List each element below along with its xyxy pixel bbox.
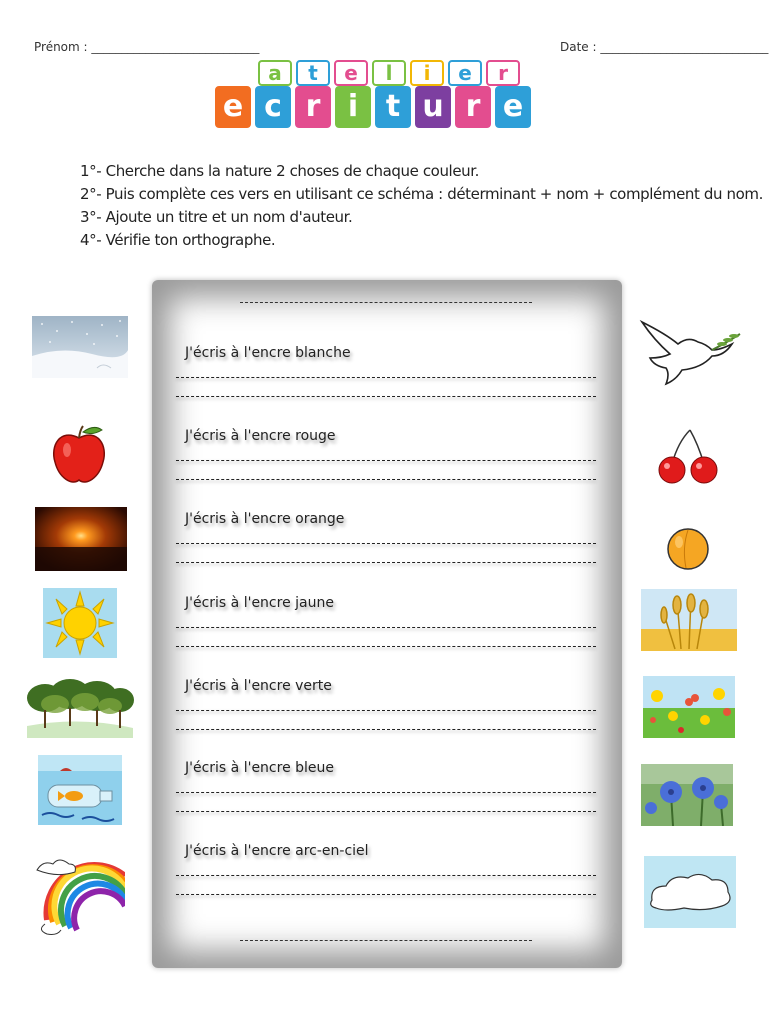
stanza-label-verte: J'écris à l'encre verte	[185, 678, 332, 694]
title-letter-tile: r	[486, 60, 520, 86]
trees-icon	[25, 676, 135, 738]
stanza-label-rouge: J'écris à l'encre rouge	[185, 428, 336, 444]
stanza-label-blanche: J'écris à l'encre blanche	[185, 345, 351, 361]
title-letter-tile: t	[296, 60, 330, 86]
prenom-label: Prénom :	[34, 40, 92, 54]
wheat-field-icon	[641, 589, 737, 659]
stanza-label-jaune: J'écris à l'encre jaune	[185, 595, 334, 611]
date-blank[interactable]: ____________________________	[600, 40, 769, 54]
write-line[interactable]	[176, 894, 596, 895]
stanza-label-arc-en-ciel: J'écris à l'encre arc-en-ciel	[185, 843, 369, 859]
title-letter-tile: a	[258, 60, 292, 86]
cloud-icon	[644, 856, 736, 936]
instruction-1: 1°- Cherche dans la nature 2 choses de chaque couleur.	[80, 162, 480, 180]
title-letter-tile: r	[295, 86, 331, 128]
author-line[interactable]	[240, 940, 532, 941]
flower-meadow-icon	[643, 676, 735, 738]
date-label: Date :	[560, 40, 601, 54]
title-letter-tile: u	[415, 86, 451, 128]
title-atelier	[258, 60, 520, 86]
title-letter-tile: r	[455, 86, 491, 128]
write-line[interactable]	[176, 479, 596, 480]
date-field[interactable]	[560, 40, 768, 54]
title-letter-tile: i	[410, 60, 444, 86]
fish-bottle-icon	[38, 755, 122, 831]
instruction-4: 4°- Vérifie ton orthographe.	[80, 231, 276, 249]
sunset-icon	[35, 507, 127, 571]
write-line[interactable]	[176, 460, 596, 461]
instruction-2: 2°- Puis complète ces vers en utilisant ce schéma : déterminant + nom + complément du nom.	[80, 185, 763, 203]
write-line[interactable]	[176, 377, 596, 378]
title-letter-tile: t	[375, 86, 411, 128]
apricot-icon	[664, 522, 712, 572]
write-line[interactable]	[176, 710, 596, 711]
instructions	[80, 160, 763, 252]
title-letter-tile: i	[335, 86, 371, 128]
instruction-3: 3°- Ajoute un titre et un nom d'auteur.	[80, 208, 353, 226]
title-ecriture	[215, 86, 531, 128]
prenom-blank[interactable]: ____________________________	[91, 40, 260, 54]
poem-title-line[interactable]	[240, 302, 532, 303]
title-letter-tile: e	[448, 60, 482, 86]
stanza-label-bleue: J'écris à l'encre bleue	[185, 760, 335, 776]
dove-icon	[636, 314, 744, 386]
write-line[interactable]	[176, 875, 596, 876]
writing-paper	[152, 280, 622, 968]
write-line[interactable]	[176, 627, 596, 628]
cornflowers-icon	[641, 764, 733, 826]
stanza-label-orange: J'écris à l'encre orange	[185, 511, 345, 527]
write-line[interactable]	[176, 792, 596, 793]
write-line[interactable]	[176, 562, 596, 563]
title-letter-tile: e	[495, 86, 531, 128]
prenom-field[interactable]	[34, 40, 259, 54]
title-letter-tile: l	[372, 60, 406, 86]
write-line[interactable]	[176, 646, 596, 647]
write-line[interactable]	[176, 396, 596, 397]
cherries-icon	[654, 428, 724, 486]
snow-landscape-icon	[32, 316, 128, 378]
sun-icon	[43, 588, 117, 658]
write-line[interactable]	[176, 811, 596, 812]
write-line[interactable]	[176, 543, 596, 544]
apple-icon	[50, 424, 108, 486]
title-letter-tile: e	[215, 86, 251, 128]
rainbow-icon	[35, 850, 125, 936]
title-letter-tile: e	[334, 60, 368, 86]
title-letter-tile: c	[255, 86, 291, 128]
write-line[interactable]	[176, 729, 596, 730]
